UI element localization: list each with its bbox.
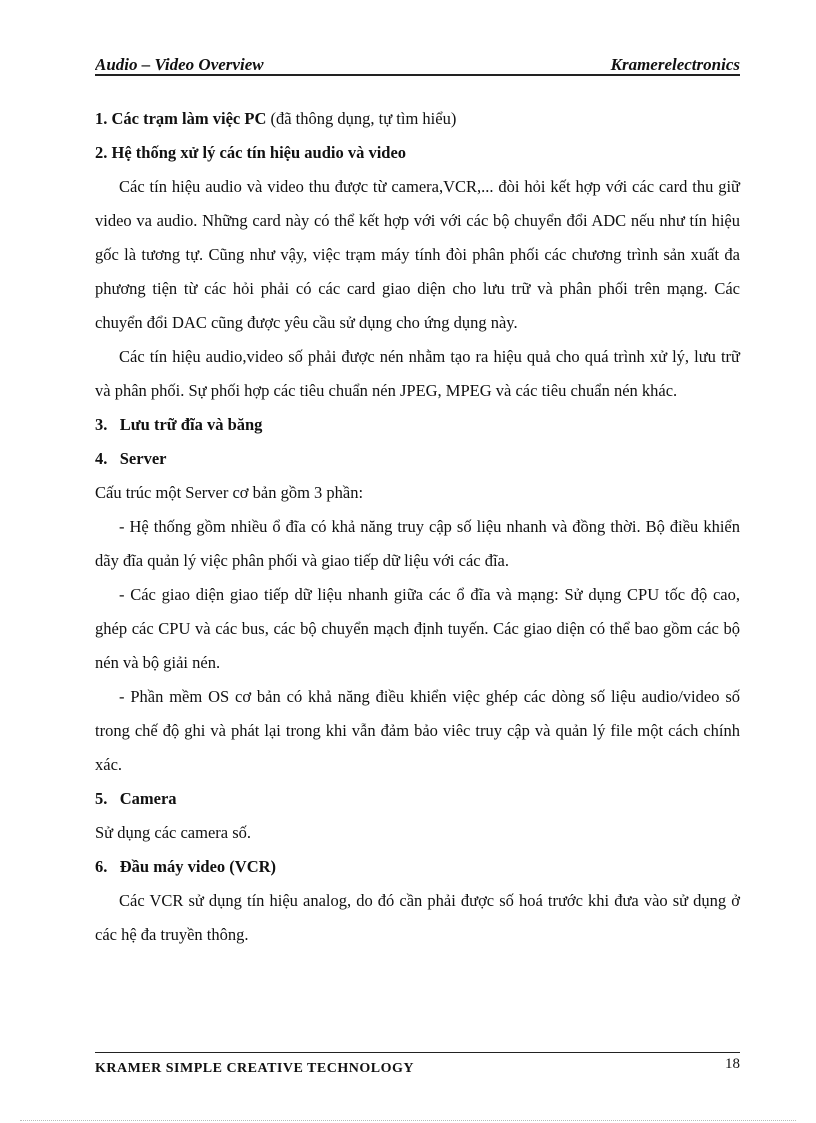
section-4-heading xyxy=(95,442,740,476)
footer-divider xyxy=(95,1052,740,1053)
section-4-item-1: - Hệ thống gồm nhiều ổ đĩa có khả năng truy cập số liệu nhanh và đồng thời. Bộ điều khiển dãy đĩa quản lý việc phân phối và giao tiếp dữ liệu với các đĩa. xyxy=(95,517,740,570)
section-4-item-2: - Các giao diện giao tiếp dữ liệu nhanh giữa các ổ đĩa và mạng: Sử dụng CPU tốc độ cao, ghép các CPU và các bus, các bộ chuyển mạch định tuyến. Các giao diện có thể bao gồm các bộ nén và bộ giải nén. xyxy=(95,585,740,672)
section-1-heading xyxy=(95,102,740,136)
section-2-paragraph-1: Các tín hiệu audio và video thu được từ camera,VCR,... đòi hỏi kết hợp với các card thu giữ video va audio. Những card này có thể kết hợp với với các bộ chuyển đổi ADC nếu như tín hiệu gốc là tương tự. Cũng như vậy, việc trạm máy tính đòi phân phối các chương trình sản xuất đa phương tiện từ các hỏi phải có các card giao diện cho lưu trữ và phân phối trên mạng. Các chuyển đổi DAC cũng được yêu cầu sử dụng cho ứng dụng này. xyxy=(95,177,740,332)
section-6-heading xyxy=(95,850,740,884)
section-1-title: 1. Các trạm làm việc PC xyxy=(95,109,267,128)
section-6-body: Các VCR sử dụng tín hiệu analog, do đó cần phải được số hoá trước khi đưa vào sử dụng ở các hệ đa truyền thông. xyxy=(95,891,740,944)
section-5-heading xyxy=(95,782,740,816)
section-4-title: Server xyxy=(119,449,167,468)
section-5-number: 5. xyxy=(95,789,108,808)
section-3-number: 3. xyxy=(95,415,108,434)
header-title: Audio – Video Overview xyxy=(95,55,264,74)
page-bottom-rule xyxy=(20,1120,796,1121)
document-body xyxy=(95,102,740,952)
header-company: Kramerelectronics xyxy=(610,55,740,74)
section-5-body: Sử dụng các camera số. xyxy=(95,823,252,842)
section-3-title: Lưu trữ đĩa và băng xyxy=(119,415,263,434)
section-4-intro: Cấu trúc một Server cơ bản gồm 3 phần: xyxy=(95,483,364,502)
section-2-paragraph-2: Các tín hiệu audio,video số phải được nén nhằm tạo ra hiệu quả cho quá trình xử lý, lưu trữ và phân phối. Sự phối hợp các tiêu chuẩn nén JPEG, MPEG và các tiêu chuẩn nén khác. xyxy=(95,347,740,400)
section-4-item-3: - Phần mềm OS cơ bản có khả năng điều khiển việc ghép các dòng số liệu audio/video số trong chế độ ghi và phát lại trong khi vẫn đảm bảo viêc truy cập và quản lý file một cách chính xác. xyxy=(95,687,740,774)
page-number: 18 xyxy=(725,1056,740,1072)
section-6-title: Đầu máy video (VCR) xyxy=(119,857,277,876)
section-4-number: 4. xyxy=(95,449,108,468)
section-6-number: 6. xyxy=(95,857,108,876)
section-2-heading: 2. Hệ thống xử lý các tín hiệu audio và video xyxy=(95,143,407,162)
section-3-heading xyxy=(95,408,740,442)
footer-text: KRAMER SIMPLE CREATIVE TECHNOLOGY xyxy=(95,1061,414,1072)
section-5-title: Camera xyxy=(119,789,177,808)
page-header xyxy=(95,52,740,76)
section-1-note: (đã thông dụng, tự tìm hiểu) xyxy=(266,109,457,128)
